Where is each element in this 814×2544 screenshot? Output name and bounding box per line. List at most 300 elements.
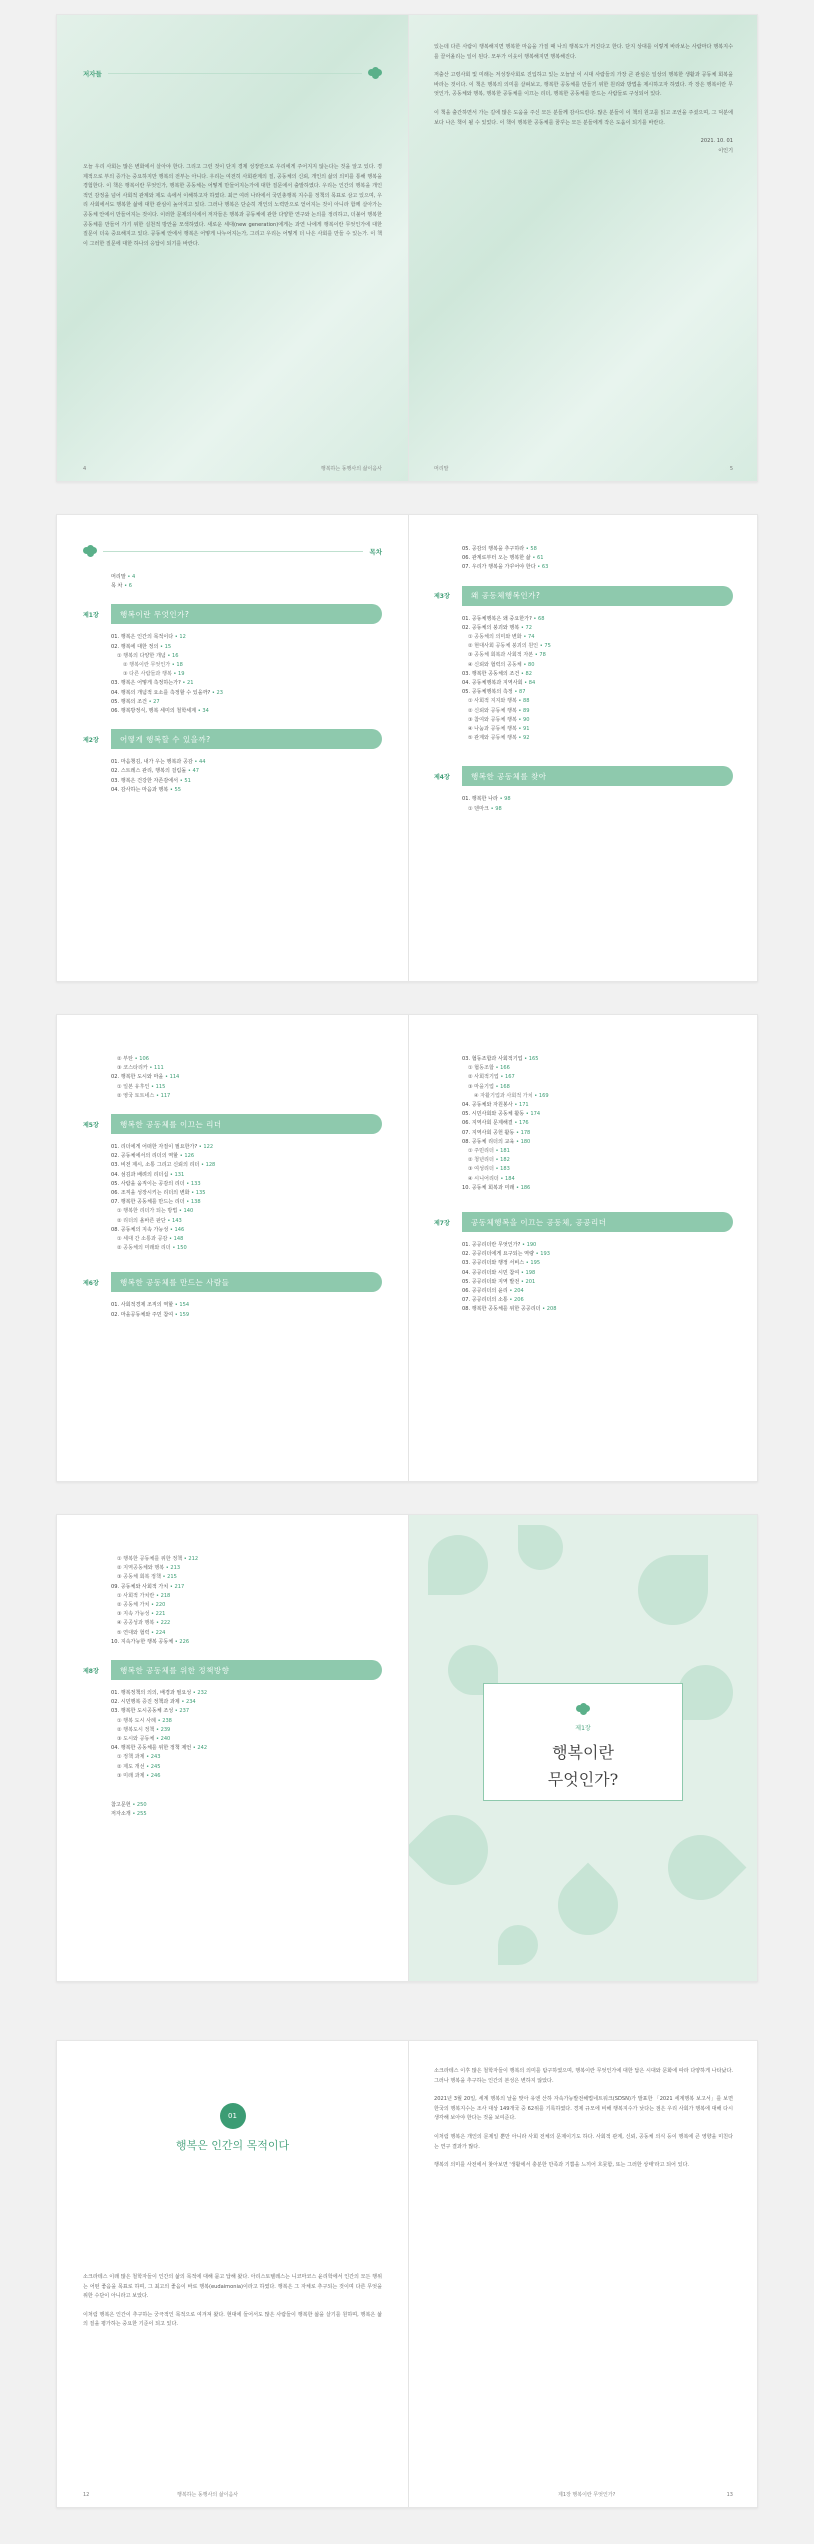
toc-entry-title: 08. 공동체의 지속 가능성 (111, 1226, 170, 1233)
toc-entry-title: ④ 공공성과 행복 (117, 1620, 156, 1627)
toc-entry[interactable] (434, 1055, 733, 1064)
toc-entry-title: 02. 시민행복 증진 정책과 과제 (111, 1699, 182, 1706)
toc-entry-page: • 92 (518, 735, 530, 742)
toc-entry-title: ③ 참여와 공동체 행복 (468, 716, 519, 723)
preface-header: 저자들 (83, 69, 102, 78)
toc-entry-page: • 16 (167, 652, 179, 659)
spread-toc-1 (56, 514, 758, 982)
toc-entry-page: • 250 (132, 1802, 147, 1809)
toc-entry-page: • 19 (173, 671, 185, 678)
toc-entry-title: 02. 공공리더에게 요구되는 역량 (462, 1251, 536, 1258)
running-head: 제1장 행복이란 무엇인가? (558, 2492, 616, 2498)
toc-entry[interactable] (434, 1101, 733, 1110)
toc-entry[interactable] (434, 1269, 733, 1278)
toc-entry-title: ② 공동체 가치 (117, 1602, 152, 1609)
toc-entry[interactable] (83, 1217, 382, 1226)
toc-entry[interactable] (83, 633, 382, 642)
toc-entry[interactable] (434, 1064, 733, 1073)
toc-entry[interactable] (434, 795, 733, 804)
toc-entry-page: • 174 (525, 1111, 541, 1118)
toc-entry[interactable] (83, 1592, 382, 1601)
toc-entry-title: ① 행복의 다양한 개념 (117, 652, 168, 659)
toc-entry[interactable] (83, 1801, 382, 1810)
toc-entry[interactable] (434, 679, 733, 688)
preface-right-para-3: 이 책을 출간하면서 가는 길에 많은 도움을 주신 모든 분들께 감사드린다. 많은 분들이 이 책의 원고를 읽고 조언을 주셨으며, 그 덕분에 보다 나은 책이 될 수 있었다. 이 책이 행복한 공동체를 꿈꾸는 모든 분들에게 작은 도움이 되기를 바란다. (434, 109, 733, 126)
toc-entry[interactable] (83, 1073, 382, 1082)
toc-entry-page: • 6 (124, 583, 132, 590)
toc-entry-title: 06. 행복방정식, 행복 세미의 철학세계 (111, 708, 198, 715)
toc-entry-title: 저자소개 (111, 1811, 133, 1818)
toc-entry-page: • 239 (155, 1726, 171, 1733)
toc-entry-title: 06. 공공리더의 윤리 (462, 1288, 510, 1295)
toc-entry-title: 01. 사회적경제 조직의 역할 (111, 1302, 175, 1309)
toc-entry-page: • 238 (157, 1717, 172, 1724)
toc-entry-page: • 165 (524, 1056, 539, 1062)
toc-entry[interactable] (83, 1198, 382, 1207)
toc-entry[interactable] (434, 1175, 733, 1184)
toc-entry-title: 04. 공공리더와 시민 참여 (462, 1269, 521, 1276)
toc-entry-title: 05. 행복의 조건 (111, 698, 149, 705)
toc-entry[interactable] (83, 1629, 382, 1638)
toc-entry[interactable] (434, 734, 733, 743)
toc-entry-page: • 82 (520, 670, 532, 677)
toc-entry-title: 01. 공공리더란 무엇인가? (462, 1242, 522, 1249)
toc-entry[interactable] (83, 679, 382, 688)
toc-entry[interactable] (83, 1573, 382, 1582)
toc-entry[interactable] (83, 1092, 382, 1101)
section-right-para-2: 2021년 3월 20일, 세계 행복의 날을 맞아 유엔 산하 자속가능발전해법네트워크(SDSN)가 발표한 「2021 세계행복 보고서」를 보면 한국의 행복지수는 조사 대상 149개국 중 62위를 기록하였다. 경제 규모에 비해 행복지수가 낮다는 점은 우리 사회가 행복에 대해 다시 생각해 보아야 한다는 것을 보여준다. (434, 2096, 733, 2122)
toc-entry-page: • 243 (146, 1754, 161, 1761)
toc-entry[interactable] (83, 1763, 382, 1772)
toc-entry-title: ① 세대 간 소통과 공감 (117, 1236, 170, 1243)
toc-entry[interactable] (83, 582, 382, 591)
toc-entry-page: • 111 (149, 1065, 164, 1072)
toc-entry[interactable] (434, 1305, 733, 1314)
toc-entry[interactable] (83, 1610, 382, 1619)
toc-entry[interactable] (434, 1287, 733, 1296)
toc-entry[interactable] (434, 1296, 733, 1305)
toc-entry-page: • 75 (539, 643, 551, 650)
toc-entry-title: 05. 사람을 움직이는 공감의 리더 (111, 1180, 187, 1187)
toc-entry-title: ① 사회적 지지와 행복 (468, 698, 519, 705)
toc-entry-page: • 140 (178, 1208, 194, 1215)
toc-entry-title: 04. 섬김과 배려의 리더십 (111, 1171, 170, 1178)
toc-entry-page: • 135 (191, 1190, 206, 1197)
toc-entry[interactable] (83, 1717, 382, 1726)
toc-entry-title: 09. 공동체와 사회적 가치 (111, 1583, 170, 1590)
toc-entry-page: • 114 (164, 1074, 180, 1081)
toc-entry[interactable] (83, 1235, 382, 1244)
toc-entry-page: • 215 (162, 1574, 177, 1581)
toc-entry-page: • 21 (182, 680, 194, 687)
toc-entry-page: • 146 (169, 1226, 185, 1233)
toc-entry-title: ② 행복도시 정책 (117, 1726, 156, 1733)
toc-entry-title: ④ 자활기업과 사회적 가치 (474, 1092, 535, 1099)
toc-entry-page: • 80 (523, 661, 535, 668)
toc-entry[interactable] (83, 1772, 382, 1781)
toc-entry[interactable] (83, 1735, 382, 1744)
toc-entry-title: ② 현대사회 공동체 붕괴의 원인 (468, 643, 540, 650)
toc-entry[interactable] (434, 642, 733, 651)
toc-entry-title: 04. 공동체와 자원봉사 (462, 1102, 515, 1109)
toc-entry[interactable] (83, 1244, 382, 1253)
section-right-para-4: 행복의 의미를 사전에서 찾아보면 '생활에서 충분한 만족과 기쁨을 느끼어 흐뭇함, 또는 그러한 상태'라고 되어 있다. (434, 2162, 690, 2169)
toc-entry[interactable] (434, 1250, 733, 1259)
toc-entry[interactable] (434, 707, 733, 716)
toc-entry-title: 머리말 (111, 574, 128, 580)
toc-entry[interactable] (434, 716, 733, 725)
toc-entry-title: ① 주민리더 (468, 1148, 496, 1155)
toc-entry[interactable] (83, 1311, 382, 1320)
preface-right-page (408, 15, 758, 481)
toc-entry-title: 07. 우리가 행복을 가꾸어야 한다 (462, 564, 538, 571)
toc-entry[interactable] (83, 1810, 382, 1819)
toc-entry-page: • 98 (490, 805, 502, 812)
toc-entry-page: • 12 (174, 634, 186, 641)
toc-entry-page: • 240 (155, 1736, 171, 1743)
toc-entry[interactable] (434, 563, 733, 572)
toc-entry-page: • 18 (171, 662, 183, 669)
toc-entry-title: ① 일본 유후인 (117, 1083, 152, 1090)
toc-entry-page: • 74 (523, 634, 535, 641)
page-folio: 12 (83, 2492, 90, 2498)
toc-entry-page: • 237 (174, 1708, 190, 1715)
clover-icon (83, 545, 97, 557)
toc-entry[interactable] (83, 1744, 382, 1753)
toc-entry[interactable] (83, 767, 382, 776)
toc-entry-page: • 148 (169, 1236, 184, 1243)
toc-entry[interactable] (434, 805, 733, 814)
toc-entry[interactable] (83, 1753, 382, 1762)
toc-entry[interactable] (83, 1161, 382, 1170)
toc-entry-page: • 88 (518, 698, 530, 705)
toc-entry-page: • 201 (520, 1278, 536, 1285)
toc-entry[interactable] (434, 1259, 733, 1268)
page-folio: 5 (729, 466, 733, 472)
section-left-page (57, 2041, 408, 2507)
toc-entry-page: • 180 (515, 1138, 531, 1145)
chapter-band-2: 제2장 어떻게 행복할 수 있을까? (83, 728, 382, 750)
toc-entry-title: 참고문헌 (111, 1802, 133, 1809)
toc-entry-page: • 87 (514, 689, 526, 696)
toc-entry[interactable] (434, 670, 733, 679)
toc-entry-title: ① 행복한 공동체를 위한 정책 (117, 1556, 184, 1562)
toc-entry-title: 03. 행복은 건강한 자존감에서 (111, 777, 180, 784)
toc-entry[interactable] (434, 615, 733, 624)
toc-entry[interactable] (434, 1119, 733, 1128)
toc-entry-page: • 15 (160, 643, 172, 650)
toc3-left-page (57, 1515, 408, 1981)
toc-entry-page: • 133 (186, 1180, 201, 1187)
toc-entry-title: 01. 리더에게 어떠한 자질이 필요한가? (111, 1144, 199, 1151)
section-left-text (83, 2273, 382, 2339)
section-right-para-1: 소크라테스 이후 많은 철학자들이 행복의 의미를 탐구하였으며, 행복이란 무엇인가에 대한 답은 시대와 문화에 따라 다양하게 나타났다. 그러나 행복을 추구하는 인간의 본성은 변하지 않았다. (434, 2068, 733, 2084)
toc-entry[interactable] (83, 1143, 382, 1152)
toc-entry-page: • 4 (127, 574, 136, 580)
toc-entry-title: 01. 행복은 인간의 목적이다 (111, 634, 175, 641)
toc-entry[interactable] (83, 758, 382, 767)
toc-entry-page: • 55 (169, 786, 181, 793)
toc-entry-page: • 208 (542, 1306, 557, 1313)
toc-entry[interactable] (434, 1110, 733, 1119)
toc-entry-title: 01. 공동체행복은 왜 중요한가? (462, 615, 534, 622)
toc-entry[interactable] (434, 651, 733, 660)
toc-entry-page: • 90 (518, 716, 530, 723)
toc-entry[interactable] (83, 689, 382, 698)
toc-entry-title: 03. 공공리더와 행정 서비스 (462, 1260, 526, 1267)
toc-entry-title: 04. 행복의 개념적 요소를 측정할 수 있을까? (111, 689, 212, 696)
chapter-band-3: 제3장 왜 공동체행복인가? (434, 585, 733, 607)
toc-entry-title: ① 정책 과제 (117, 1754, 147, 1761)
toc-entry-title: ③ 도시와 공동체 (117, 1736, 156, 1743)
toc2-left-page (57, 1015, 408, 1481)
preface-left-text (83, 163, 382, 258)
preface-author: 이인기 (718, 147, 733, 154)
toc-entry-title: 02. 행복한 도시와 마을 (111, 1074, 165, 1081)
toc-entry-title: ① 덴마크 (468, 805, 491, 812)
toc-entry-title: ① 사회적 가치란 (117, 1592, 156, 1599)
clover-icon (368, 67, 382, 79)
toc-entry-page: • 242 (192, 1745, 208, 1752)
toc-entry-page: • 84 (524, 680, 536, 687)
toc-entry-title: ③ 지속 가능성 (117, 1611, 152, 1618)
toc-entry[interactable] (83, 786, 382, 795)
toc-entry-title: ④ 신뢰와 협력의 공동체 (468, 661, 524, 668)
toc-entry-title: 01. 행복한 나라 (462, 796, 500, 803)
toc-entry-title: 02. 공동체의 붕괴와 행복 (462, 624, 521, 631)
toc-entry-page: • 213 (165, 1565, 181, 1572)
toc-entry-title: ① 행복 도시 사례 (117, 1717, 158, 1724)
toc-entry[interactable] (83, 573, 382, 582)
toc-entry-page: • 234 (181, 1699, 196, 1706)
toc-entry-page: • 182 (495, 1157, 510, 1164)
toc-entry-page: • 176 (514, 1120, 529, 1127)
toc-entry-title: 02. 스트레스 관리, 행복의 걸림돌 (111, 768, 188, 775)
toc-entry-page: • 186 (515, 1184, 531, 1191)
toc-entry-page: • 183 (495, 1166, 510, 1173)
toc-entry-page: • 218 (155, 1592, 171, 1599)
toc-entry[interactable] (83, 1689, 382, 1698)
toc-entry[interactable] (434, 1165, 733, 1174)
toc-entry-page: • 221 (151, 1611, 166, 1618)
chapter-title-line-2: 무엇인가? (547, 1770, 619, 1789)
toc-entry[interactable] (434, 1147, 733, 1156)
toc-entry-page: • 246 (146, 1772, 161, 1779)
toc-entry[interactable] (83, 1180, 382, 1189)
toc-entry-page: • 128 (200, 1162, 216, 1169)
page-folio: 4 (83, 466, 87, 472)
toc-entry[interactable] (83, 1152, 382, 1161)
toc-entry[interactable] (83, 698, 382, 707)
toc-entry-title: 05. 시민사회와 공동체 활동 (462, 1111, 526, 1118)
toc-entry-page: • 143 (167, 1217, 182, 1224)
chapter-band-8: 제8장 행복한 공동체를 위한 정책방향 (83, 1659, 382, 1681)
toc-entry-title: 05. 공공리더와 지역 발전 (462, 1278, 521, 1285)
toc-entry[interactable] (434, 1092, 733, 1101)
toc-entry-page: • 34 (197, 708, 209, 715)
toc-entry-page: • 220 (151, 1602, 166, 1609)
toc-entry[interactable] (83, 670, 382, 679)
toc-entry[interactable] (83, 1171, 382, 1180)
toc-entry[interactable] (434, 661, 733, 670)
toc-entry-title: 04. 공동체행복과 지역사회 (462, 680, 525, 687)
toc-entry[interactable] (434, 1156, 733, 1165)
toc-entry[interactable] (434, 1129, 733, 1138)
toc-left-page (57, 515, 408, 981)
toc-entry-title: ③ 다른 사람들과 행복 (123, 671, 174, 678)
toc-entry[interactable] (434, 1083, 733, 1092)
toc-entry[interactable] (434, 697, 733, 706)
toc-entry[interactable] (434, 633, 733, 642)
toc-entry[interactable] (83, 1055, 382, 1064)
spread-toc-2 (56, 1014, 758, 1482)
chapter-band-6: 제6장 행복한 공동체를 만드는 사람들 (83, 1271, 382, 1293)
chapter-title-line-1: 행복이란 (552, 1743, 614, 1762)
preface-left-para: 오늘 우리 사회는 많은 변화에서 살아야 한다. 그리고 그런 것이 단지 경제 성장만으로 우리에게 주어지지 않는다는 것을 알고 있다. 경제적으로 부의 증가는 중요하지만 행복의 전부는 아니다. 우리는 여전히 사회관계의 질, 공동체의 신뢰, 개인의 삶의 의미를 통해 행복을 경험한다. 이 책은 행복이란 무엇인가, 행복한 공동체는 어떻게 만들어지는가에 대한 질문에서 출발하였다. 우리는 인간의 행복을 개인적인 감정을 넘어 사회적 관계와 제도 속에서 이해하고자 하였다. 최근 여러 나라에서 국민총행복 지수를 정책의 목표로 삼고 있으며, 우리 사회에서도 행복한 삶에 대한 관심이 높아지고 있다. 그러나 행복은 단순히 개인의 노력만으로 얻어지는 것이 아니라 함께 살아가는 공동체 안에서 만들어지는 것이다. 이러한 문제의식에서 저자들은 행복과 공동체에 관한 다양한 연구와 논의를 정리하고, 더불어 행복한 공동체를 만들어 가기 위한 실천적 방안을 모색하였다. 새로운 세대(new generation)에게는 과연 나에게 행복이란 무엇인가에 대한 질문이 더욱 중요해지고 있다. 공동체 안에서 행복은 어떻게 나누어지는가, 그리고 우리는 어떻게 더 나은 사회를 만들 수 있는가. 이 책이 그러한 질문에 대한 하나의 응답이 되기를 바란다. (83, 164, 382, 247)
preface-right-text (434, 43, 733, 156)
toc-entry-page: • 138 (186, 1199, 201, 1206)
toc-entry[interactable] (434, 1073, 733, 1082)
running-head: 행복하는 동행사의 삶이음사 (177, 2492, 239, 2498)
toc-entry-page: • 171 (514, 1102, 529, 1109)
toc-entry-title: ③ 코스타리카 (117, 1065, 150, 1072)
toc-entry-title: ② 청년리더 (468, 1157, 496, 1164)
spread-toc-3-and-opener (56, 1514, 758, 1982)
toc-entry-page: • 169 (534, 1092, 549, 1099)
section-right-text (434, 2067, 733, 2180)
toc-entry-title: 10. 공동체 회복과 미래 (462, 1184, 516, 1191)
toc-entry[interactable] (434, 545, 733, 554)
toc-entry-page: • 222 (155, 1620, 171, 1627)
toc-entry-title: ② 사회적기업 (468, 1074, 501, 1081)
toc-entry-page: • 72 (520, 624, 532, 631)
preface-date: 2021. 10. 01 (700, 138, 733, 145)
toc-entry[interactable] (83, 1698, 382, 1707)
toc-entry[interactable] (83, 1619, 382, 1628)
toc-entry[interactable] (83, 1601, 382, 1610)
chapter-opener-page (408, 1515, 758, 1981)
toc-entry[interactable] (83, 643, 382, 652)
toc-entry[interactable] (434, 624, 733, 633)
toc-entry-page: • 44 (194, 759, 206, 766)
toc-entry-title: 03. 협동조합과 사회적기업 (462, 1056, 525, 1062)
toc-entry[interactable] (434, 688, 733, 697)
toc-entry[interactable] (83, 1301, 382, 1310)
toc-entry-title: ② 공동체의 미래와 리더 (117, 1245, 173, 1252)
toc-entry-title: ③ 공동체 회복과 사회적 자본 (468, 652, 535, 659)
toc-entry-page: • 68 (533, 615, 545, 622)
toc-entry[interactable] (83, 1083, 382, 1092)
chapter-band-7: 제7장 공동체행복을 이끄는 공동체, 공공리더 (434, 1211, 733, 1233)
chapter-title-box (483, 1683, 683, 1801)
toc-right-page (408, 515, 758, 981)
toc-chapter-2-list (83, 758, 382, 795)
toc-entry-title: 04. 감사하는 마음과 행복 (111, 786, 170, 793)
toc-entry-page: • 47 (187, 768, 199, 775)
toc-entry-page: • 23 (211, 689, 223, 696)
toc-entry[interactable] (83, 1189, 382, 1198)
toc-entry-title: 03. 행복한 공동체의 조건 (462, 670, 521, 677)
toc-chapter-4-list (434, 795, 733, 813)
toc-entry[interactable] (434, 554, 733, 563)
toc-entry[interactable] (83, 1564, 382, 1573)
toc-entry-title: 06. 조직을 성장시키는 리더의 변화 (111, 1190, 192, 1197)
toc-entry-title: ① 공동체의 의미와 변화 (468, 634, 524, 641)
toc-entry[interactable] (434, 1278, 733, 1287)
toc-entry-page: • 117 (155, 1092, 171, 1099)
page-folio: 13 (726, 2492, 733, 2498)
toc-entry[interactable] (83, 707, 382, 716)
toc-entry[interactable] (83, 1207, 382, 1216)
toc-entry-page: • 245 (146, 1763, 161, 1770)
toc-entry-title: ③ 미래 과제 (117, 1772, 147, 1779)
toc-entry-title: ② 리더의 올바른 판단 (117, 1217, 168, 1224)
toc-entry-page: • 154 (174, 1302, 190, 1309)
section-number: 01 (220, 2103, 246, 2129)
toc-back-matter (83, 1801, 382, 1819)
toc-chapter-7-list (434, 1241, 733, 1315)
toc-entry[interactable] (83, 1707, 382, 1716)
toc-entry[interactable] (83, 1583, 382, 1592)
toc-entry[interactable] (83, 1726, 382, 1735)
toc-entry-page: • 217 (169, 1583, 185, 1590)
toc-entry-page: • 181 (495, 1148, 510, 1155)
toc-entry-title: 06. 관계로부터 오는 행복한 삶 (462, 555, 533, 562)
toc-entry[interactable] (83, 1638, 382, 1647)
toc-entry[interactable] (83, 777, 382, 786)
toc-entry-page: • 150 (172, 1245, 187, 1252)
toc-entry-title: ③ 공동체 회복 정책 (117, 1574, 163, 1581)
toc-entry[interactable] (83, 1064, 382, 1073)
toc-entry-title: 03. 비전 제시, 소통 그리고 신뢰의 리더 (111, 1162, 201, 1169)
toc-chapter-6-continued (434, 1055, 733, 1193)
toc-entry-title: 07. 공공리더의 소통 (462, 1297, 510, 1304)
toc-entry-title: 03. 행복한 도시공동체 조성 (111, 1708, 175, 1715)
toc-entry-title: ① 행복한 리더가 되는 방법 (117, 1208, 179, 1215)
toc-entry-page: • 226 (174, 1638, 190, 1645)
toc-entry-title: ② 제도 개선 (117, 1763, 147, 1770)
toc-entry-title: 04. 행복한 공동체를 위한 정책 제언 (111, 1745, 193, 1752)
toc2-right-page (408, 1015, 758, 1481)
section-right-para-3: 이처럼 행복은 개인의 문제일 뿐만 아니라 사회 전체의 문제이기도 하다. 사회적 관계, 신뢰, 공동체 의식 등이 행복에 큰 영향을 미친다는 연구 결과가 많다. (434, 2133, 733, 2150)
toc-entry-title: 06. 지역사회 문제해결 (462, 1120, 515, 1127)
toc-entry[interactable] (434, 1184, 733, 1193)
toc-entry-page: • 61 (532, 555, 544, 562)
toc-entry-page: • 58 (525, 546, 537, 552)
toc-entry[interactable] (83, 1555, 382, 1564)
section-left-para-2: 이처럼 행복은 인간이 추구하는 궁극적인 목적으로 여겨져 왔다. 현대에 들어서도 많은 사람들이 행복한 삶을 살기를 원하며, 행복은 삶의 질을 평가하는 중요한 기준이 되고 있다. (83, 2311, 382, 2328)
toc-entry-page: • 232 (192, 1690, 208, 1697)
toc-entry[interactable] (434, 1138, 733, 1147)
toc-entry[interactable] (83, 652, 382, 661)
toc-entry[interactable] (83, 661, 382, 670)
toc-entry[interactable] (434, 725, 733, 734)
toc-chapter-7-continued (83, 1555, 382, 1647)
chapter-label: 제1장 (575, 1725, 591, 1732)
toc-entry[interactable] (83, 1226, 382, 1235)
toc-entry-title: ⑤ 관계와 공동체 행복 (468, 735, 519, 742)
preface-right-para-1: 있는데 다른 사람이 행복해지면 행복한 마음을 가질 때 나의 행복도가 커진다고 한다. 단지 상대를 이렇게 바라보는 사람마다 행복지수를 끌어올리는 일이 된다. 모두가 이웃이 행복해지면 행복해진다. (434, 44, 733, 60)
toc-entry-page: • 212 (183, 1556, 199, 1562)
toc-entry-title: 02. 공동체에서의 리더의 역할 (111, 1153, 180, 1160)
toc-entry-page: • 204 (509, 1288, 524, 1295)
toc-chapter-3-list (434, 615, 733, 744)
chapter-band-1: 제1장 행복이란 무엇인가? (83, 603, 382, 625)
toc-entry-page: • 91 (518, 726, 530, 733)
toc-entry[interactable] (434, 1241, 733, 1250)
toc-entry-title: 01. 행복정책의 의의, 배경과 필요성 (111, 1690, 193, 1697)
toc-entry-page: • 198 (520, 1269, 536, 1276)
